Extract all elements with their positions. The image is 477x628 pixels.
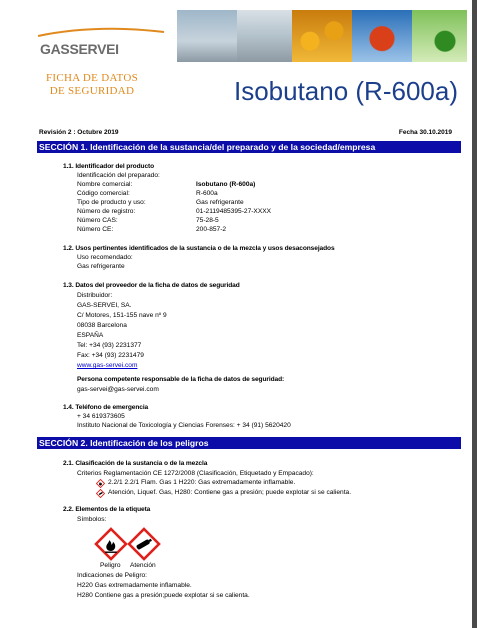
- label-numero-registro: Número de registro:: [77, 208, 136, 215]
- s22-indications-label: Indicaciones de Peligro:: [77, 572, 148, 579]
- label-nombre-comercial: Nombre comercial:: [77, 181, 133, 188]
- label-codigo-comercial: Código comercial:: [77, 190, 130, 197]
- s13-company: GAS-SERVEI, SA.: [77, 302, 132, 309]
- s13-responsible-heading: Persona competente responsable de la ficha de datos de seguridad:: [77, 376, 285, 383]
- value-codigo-comercial: R-600a: [196, 190, 218, 197]
- s13-heading: 1.3. Datos del proveedor de la ficha de datos de seguridad: [63, 282, 240, 289]
- s21-heading: 2.1. Clasificación de la sustancia o de la mezcla: [63, 460, 208, 467]
- label-numero-cas: Número CAS:: [77, 217, 118, 224]
- company-logo: [40, 37, 119, 60]
- s13-city: 08038 Barcelona: [77, 322, 127, 329]
- pictogram2-label: Atención: [130, 562, 156, 569]
- s22-symbols-label: Símbolos:: [77, 516, 107, 523]
- s21-criteria: Criterios Reglamentación CE 1272/2008 (Clasificación, Etiquetado y Empacado):: [77, 470, 314, 477]
- document-type-line1: FICHA DE DATOS: [45, 72, 138, 84]
- product-title: Isobutano (R-600a): [233, 76, 458, 106]
- s11-intro: Identificación del preparado:: [77, 172, 160, 179]
- s13-email: gas-servei@gas-servei.com: [77, 386, 159, 393]
- pictogram1-label: Peligro: [100, 562, 121, 569]
- s22-heading: 2.2. Elementos de la etiqueta: [63, 506, 151, 513]
- s12-uso-value: Gas refrigerante: [77, 263, 125, 270]
- s13-country: ESPAÑA: [77, 332, 104, 339]
- value-tipo-producto: Gas refrigerante: [196, 199, 244, 206]
- s11-heading: 1.1. Identificador del producto: [63, 163, 155, 170]
- s21-hazard1: 2.2/1 2.2/1 Flam. Gas 1 H220: Gas extremadamente inflamable.: [108, 479, 296, 486]
- gas-cylinder-pictogram-icon: [127, 527, 161, 561]
- s13-street: C/ Motores, 151-155 nave nº 9: [77, 312, 167, 319]
- s13-distribuidor: Distribuidor:: [77, 292, 113, 299]
- s13-tel: Tel: +34 (93) 2231377: [77, 342, 142, 349]
- s12-heading: 1.2. Usos pertinentes identificados de la sustancia o de la mezcla y usos desaconsejados: [63, 245, 335, 252]
- value-numero-ce: 200-857-2: [196, 226, 227, 233]
- gas-cylinder-hazard-icon: [96, 489, 105, 498]
- document-date: Fecha 30.10.2019: [398, 129, 452, 136]
- section1-header: SECCIÓN 1. Identificación de la sustancia/del preparado y de la sociedad/empresa: [37, 141, 461, 153]
- s13-fax: Fax: +34 (93) 2231479: [77, 352, 144, 359]
- s21-hazard2: Atención, Liquef. Gas, H280: Contiene gas a presión; puede explotar si se calienta.: [108, 489, 352, 496]
- s12-uso-label: Uso recomendado:: [77, 254, 133, 261]
- s14-heading: 1.4. Teléfono de emergencia: [63, 404, 149, 411]
- label-numero-ce: Número CE:: [77, 226, 114, 233]
- s22-h280: H280 Contiene gas a presión;puede explotar si se calienta.: [77, 592, 250, 599]
- document-type: [42, 72, 142, 98]
- label-tipo-producto: Tipo de producto y uso:: [77, 199, 146, 206]
- company-logo-text: gasservei: [40, 37, 119, 59]
- revision: Revisión 2 : Octubre 2019: [39, 129, 119, 136]
- s22-h220: H220 Gas extremadamente inflamable.: [77, 582, 192, 589]
- value-numero-cas: 75-28-5: [196, 217, 219, 224]
- header-banner-image: [177, 10, 467, 62]
- document-type-line2: DE SEGURIDAD: [49, 85, 135, 97]
- website-link[interactable]: www.gas-servei.com: [77, 362, 138, 369]
- value-nombre-comercial: Isobutano (R-600a): [196, 181, 256, 188]
- s14-institute: Instituto Nacional de Toxicología y Ciencias Forenses: + 34 (91) 5620420: [77, 422, 291, 429]
- section2-header: SECCIÓN 2. Identificación de los peligros: [37, 437, 461, 449]
- flame-hazard-icon: [96, 479, 105, 488]
- flame-pictogram-icon: [94, 527, 128, 561]
- value-numero-registro: 01-2119485395-27-XXXX: [196, 208, 272, 215]
- s14-phone: + 34 619373605: [77, 413, 125, 420]
